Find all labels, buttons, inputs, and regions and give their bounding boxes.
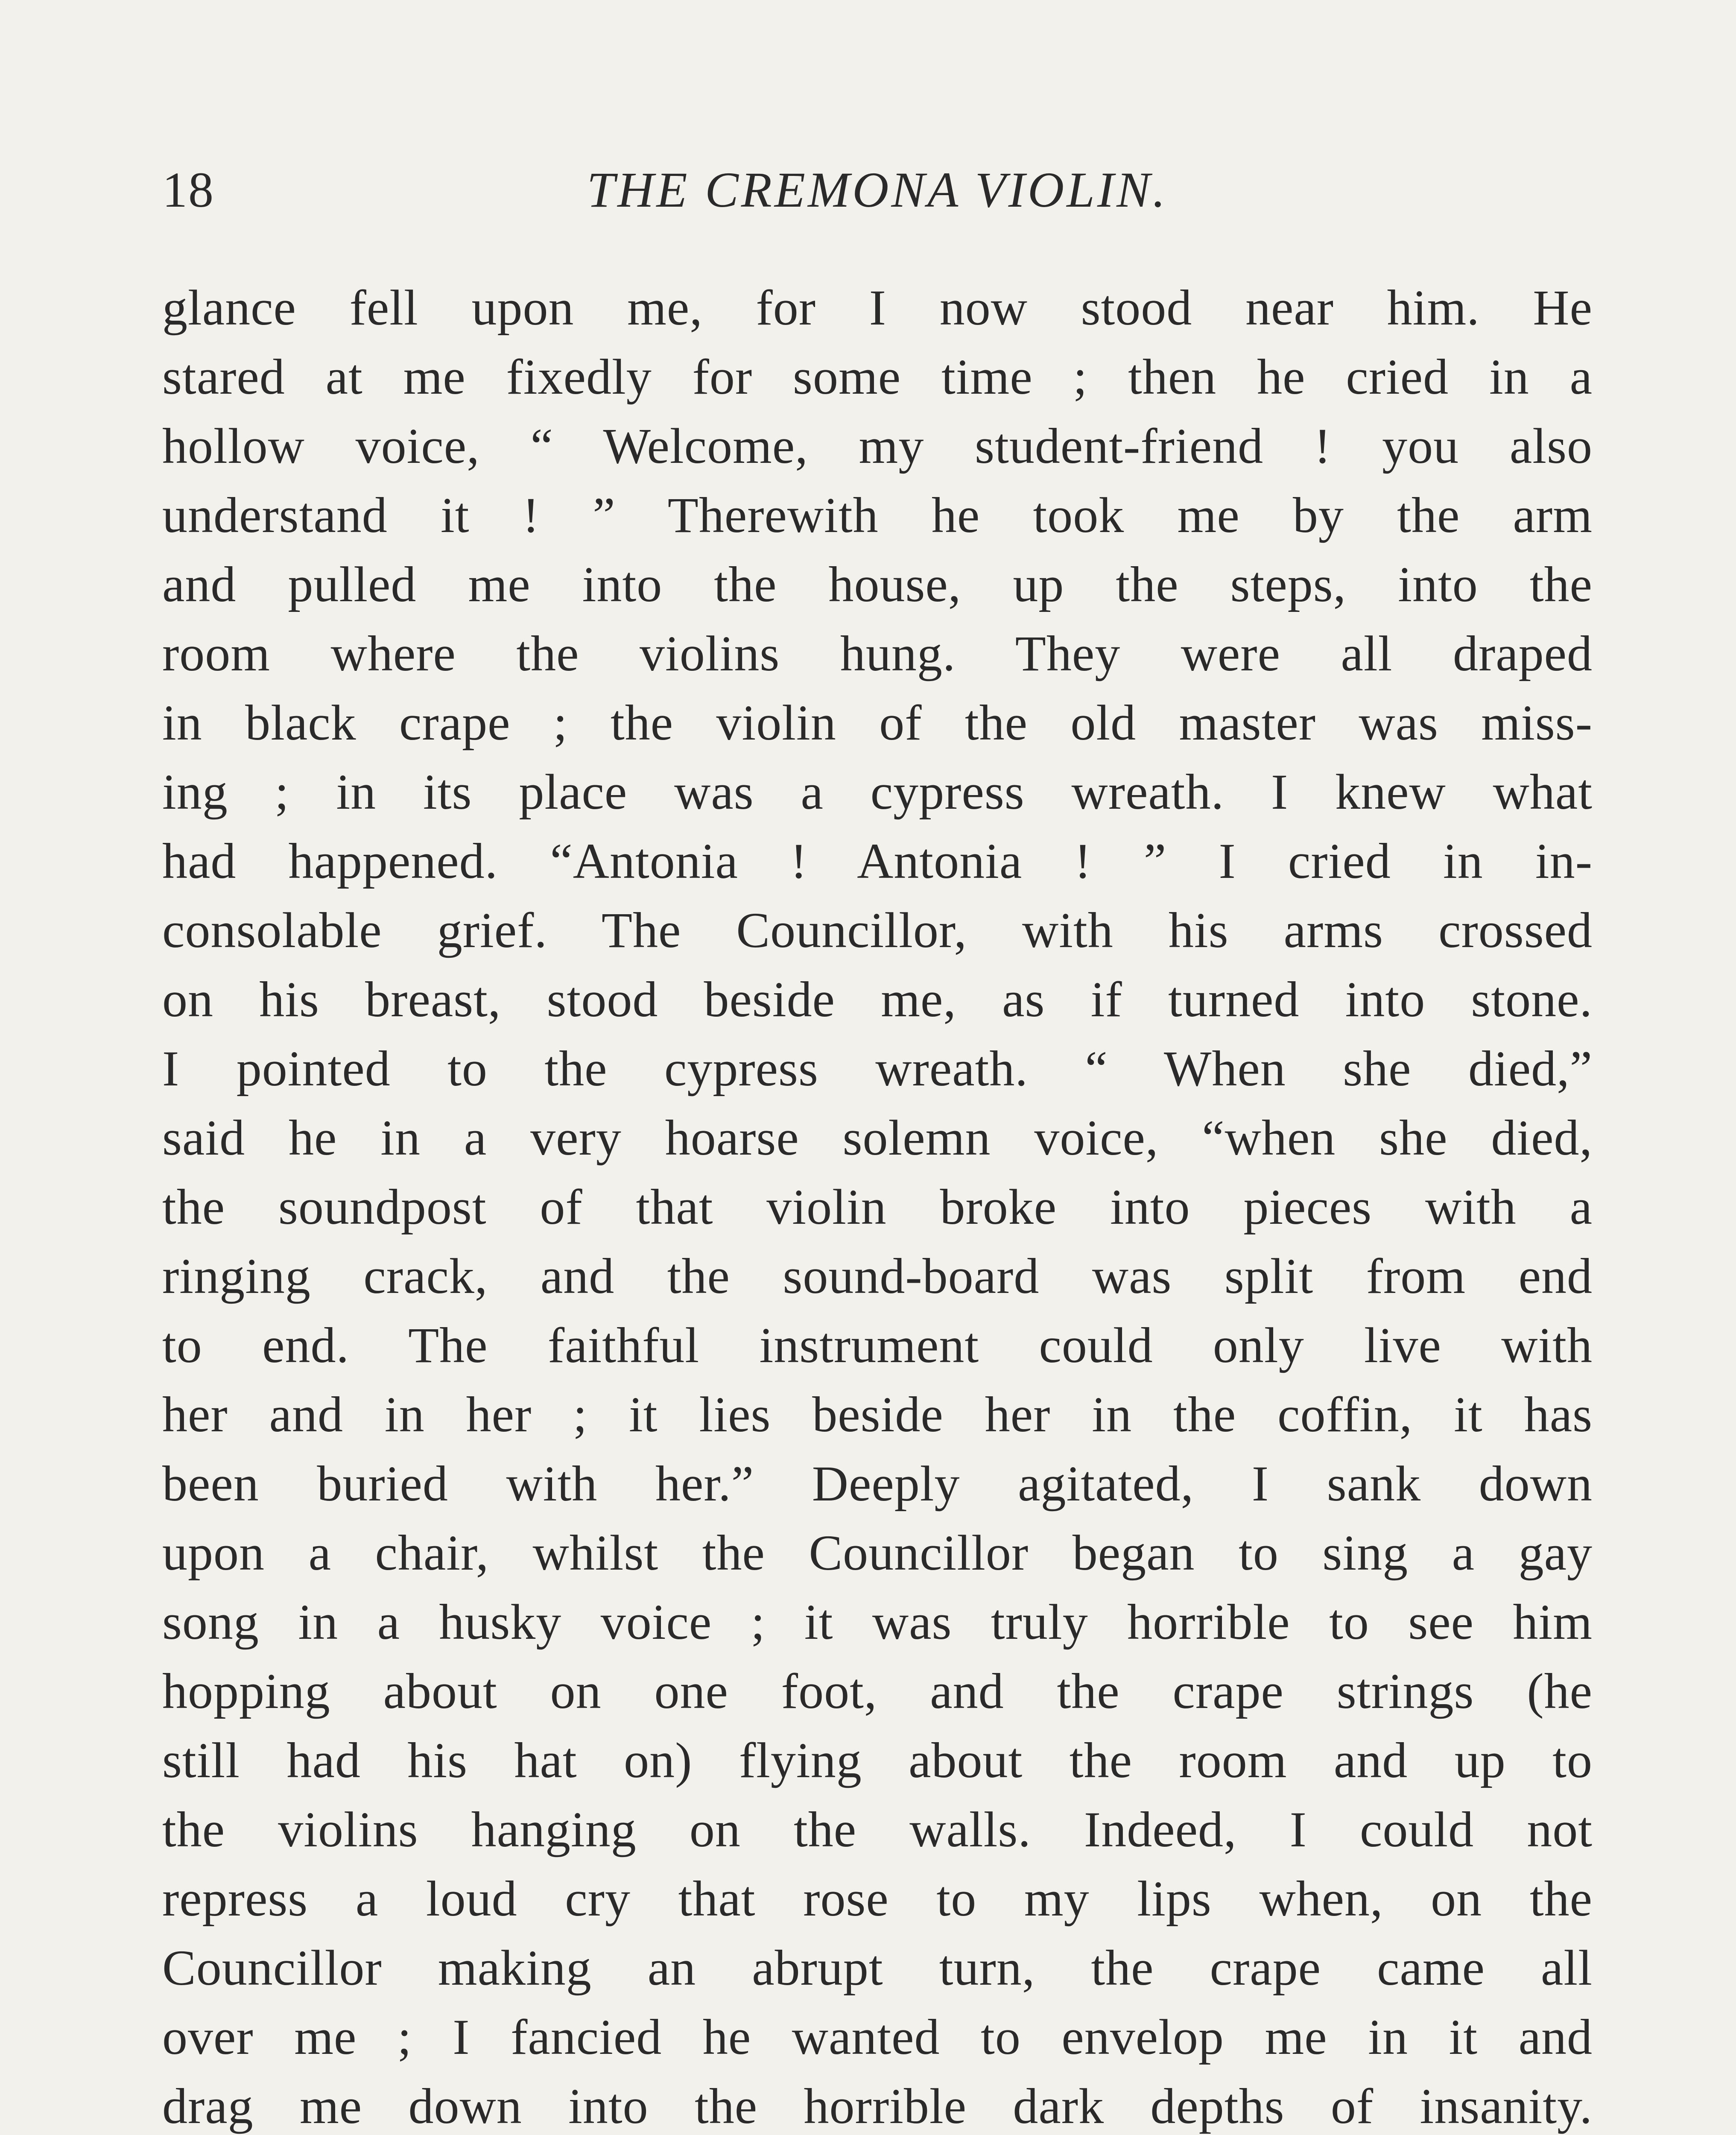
text-line: on his breast, stood beside me, as if turned into stone. — [162, 971, 1593, 1027]
text-line: repress a loud cry that rose to my lips when, on the — [162, 1871, 1593, 1927]
running-title: THE CREMONA VIOLIN. — [587, 162, 1168, 218]
text-line: had happened. “Antonia ! Antonia ! ” I cried in in- — [162, 833, 1593, 889]
text-line: in black crape ; the violin of the old master was miss- — [162, 695, 1593, 751]
text-line: song in a husky voice ; it was truly horrible to see him — [162, 1594, 1593, 1650]
text-line: ing ; in its place was a cypress wreath. I knew what — [162, 764, 1593, 820]
text-line: ringing crack, and the sound-board was split from end — [162, 1248, 1593, 1304]
text-line: stared at me fixedly for some time ; then he cried in a — [162, 349, 1593, 405]
text-line: glance fell upon me, for I now stood near him. He — [162, 280, 1593, 336]
text-line: consolable grief. The Councillor, with his arms crossed — [162, 902, 1593, 958]
text-line: drag me down into the horrible dark depths of insanity. — [162, 2078, 1593, 2134]
text-line: the soundpost of that violin broke into pieces with a — [162, 1179, 1593, 1235]
text-line: still had his hat on) flying about the room and up to — [162, 1732, 1593, 1788]
text-line: hollow voice, “ Welcome, my student-friend ! you also — [162, 418, 1593, 474]
text-line: I pointed to the cypress wreath. “ When she died,” — [162, 1041, 1593, 1097]
text-line: upon a chair, whilst the Councillor began to sing a gay — [162, 1525, 1593, 1581]
text-line: over me ; I fancied he wanted to envelop me in it and — [162, 2009, 1593, 2065]
text-line: room where the violins hung. They were all draped — [162, 626, 1593, 681]
text-line: understand it ! ” Therewith he took me by the arm — [162, 487, 1593, 543]
text-line: her and in her ; it lies beside her in the coffin, it has — [162, 1386, 1593, 1442]
body-text — [162, 273, 1593, 2135]
text-line: said he in a very hoarse solemn voice, “when she died, — [162, 1110, 1593, 1166]
text-line: to end. The faithful instrument could only live with — [162, 1317, 1593, 1373]
text-line: and pulled me into the house, up the steps, into the — [162, 556, 1593, 612]
page-number: 18 — [162, 162, 214, 218]
running-head — [162, 154, 1593, 226]
text-line: hopping about on one foot, and the crape strings (he — [162, 1663, 1593, 1719]
text-line: Councillor making an abrupt turn, the crape came all — [162, 1940, 1593, 1996]
text-line: the violins hanging on the walls. Indeed, I could not — [162, 1802, 1593, 1857]
text-line: been buried with her.” Deeply agitated, I sank down — [162, 1456, 1593, 1512]
